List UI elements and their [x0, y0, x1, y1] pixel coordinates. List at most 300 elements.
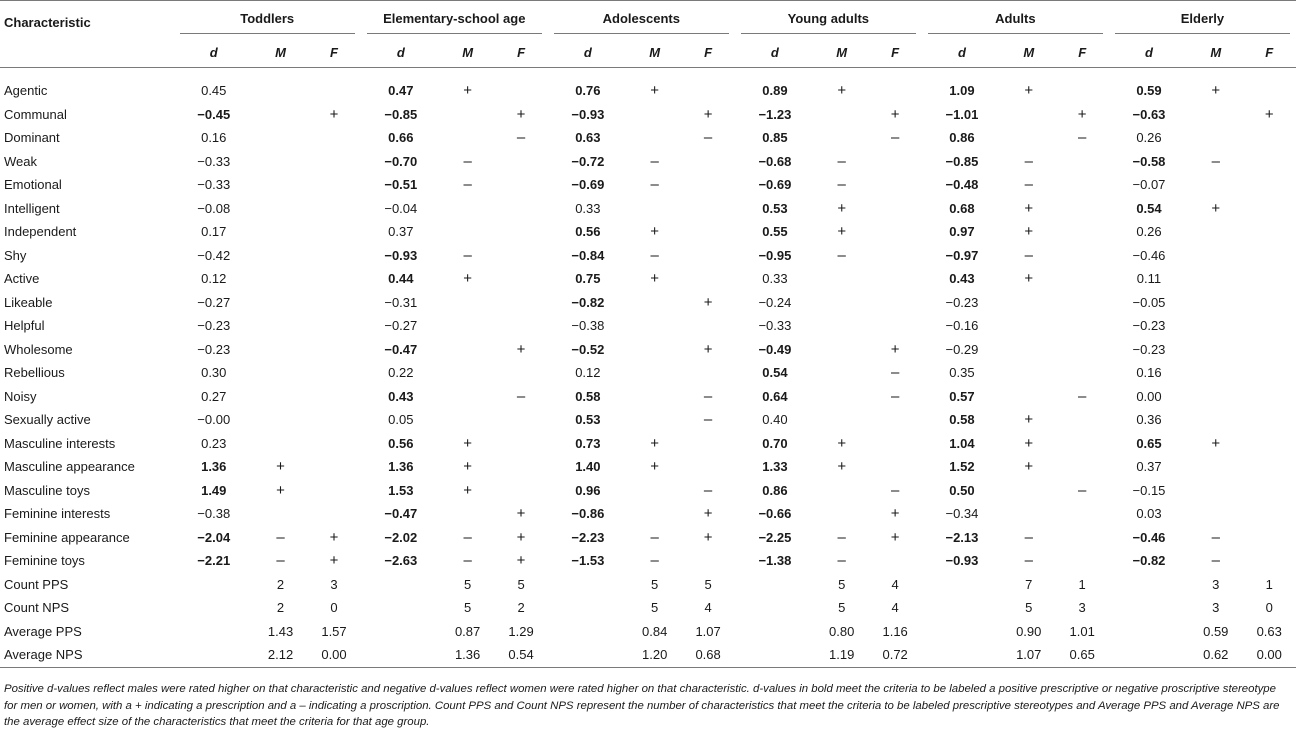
m-sign-cell [815, 502, 868, 526]
d-value-cell: 1.52 [949, 459, 975, 475]
f-sign-cell [868, 549, 921, 573]
d-value-cell: 0.56 [388, 435, 414, 451]
f-sign-cell [1055, 267, 1108, 291]
f-sign-cell: + [516, 552, 526, 570]
f-sign-cell [1242, 173, 1296, 197]
m-sign-cell [1002, 338, 1055, 362]
sub-header-row [0, 37, 1296, 68]
m-sign-cell: + [650, 82, 660, 100]
f-sign-cell: – [890, 364, 900, 382]
m-sign-cell: + [463, 434, 472, 452]
table-row [0, 408, 1296, 432]
m-sign-cell [1002, 385, 1055, 409]
f-count-cell: 5 [517, 576, 525, 592]
d-value-cell: −0.34 [945, 506, 979, 522]
d-value-cell [1109, 620, 1189, 644]
f-sign-cell [1242, 408, 1296, 432]
m-sign-cell [815, 291, 868, 315]
d-value-cell: −1.23 [758, 106, 792, 122]
row-label: Sexually active [4, 412, 91, 428]
m-sign-cell: + [1024, 82, 1034, 100]
m-sign-cell [815, 126, 868, 150]
d-value-cell [1109, 596, 1189, 620]
m-sign-cell [254, 314, 307, 338]
f-sign-cell [1242, 291, 1296, 315]
f-count-cell: 4 [891, 600, 899, 616]
d-value-cell: 0.45 [201, 83, 227, 99]
m-sign-cell [1189, 126, 1242, 150]
spacer-row [0, 68, 1296, 80]
sub-header-d-5: d [1109, 37, 1189, 68]
table-row [0, 220, 1296, 244]
f-count-cell: 1.29 [508, 623, 534, 639]
d-value-cell: −0.93 [945, 553, 979, 569]
d-value-cell: −0.00 [197, 412, 231, 428]
table-row [0, 338, 1296, 362]
f-sign-cell [307, 314, 360, 338]
f-sign-cell [307, 220, 360, 244]
f-count-cell: 5 [704, 576, 712, 592]
row-label: Count NPS [4, 600, 70, 616]
row-label: Masculine toys [4, 482, 90, 498]
d-value-cell: −0.42 [197, 247, 231, 263]
d-value-cell: −0.05 [1132, 294, 1166, 310]
d-value-cell: 0.22 [388, 365, 414, 381]
d-value-cell [361, 596, 441, 620]
m-sign-cell [628, 314, 681, 338]
f-count-cell: 1.16 [882, 623, 908, 639]
sub-header-f-2: F [681, 37, 734, 68]
f-sign-cell [307, 502, 360, 526]
sub-header-d-3: d [735, 37, 815, 68]
m-count-cell: 5 [651, 600, 659, 616]
row-label: Wholesome [4, 341, 73, 357]
f-sign-cell [1055, 432, 1108, 456]
d-value-cell: −0.08 [197, 200, 231, 216]
d-value-cell: 0.97 [949, 224, 975, 240]
d-value-cell: 0.53 [575, 412, 601, 428]
m-sign-cell: + [837, 223, 847, 241]
d-value-cell: 1.36 [388, 459, 414, 475]
m-sign-cell [1002, 126, 1055, 150]
f-sign-cell [1055, 173, 1108, 197]
f-sign-cell [1242, 197, 1296, 221]
f-sign-cell [681, 455, 734, 479]
f-sign-cell [1242, 455, 1296, 479]
d-value-cell [361, 573, 441, 597]
m-sign-cell: – [1024, 152, 1033, 170]
d-value-cell: 0.89 [762, 83, 788, 99]
d-value-cell: −0.47 [384, 341, 418, 357]
m-count-cell: 0.84 [642, 623, 668, 639]
f-sign-cell [1242, 220, 1296, 244]
f-sign-cell [681, 79, 734, 103]
d-value-cell [361, 620, 441, 644]
group-header-elementary: Elementary-school age [361, 1, 548, 38]
table-row [0, 291, 1296, 315]
f-sign-cell [1055, 338, 1108, 362]
m-sign-cell: + [276, 481, 285, 499]
m-count-cell: 1.43 [267, 623, 294, 639]
m-count-cell: 0.87 [454, 623, 481, 639]
group-header-adolescents: Adolescents [548, 1, 735, 38]
m-sign-cell [254, 197, 307, 221]
d-value-cell: −0.48 [945, 177, 979, 193]
d-value-cell: −0.27 [384, 318, 418, 334]
f-sign-cell [494, 79, 547, 103]
f-count-cell: 2 [517, 600, 525, 616]
f-sign-cell [307, 150, 360, 174]
m-count-cell: 0.62 [1189, 643, 1242, 667]
m-sign-cell: + [650, 223, 660, 241]
d-value-cell: 1.36 [201, 459, 227, 475]
row-label: Emotional [4, 177, 62, 193]
m-sign-cell [441, 502, 494, 526]
m-sign-cell [1002, 103, 1055, 127]
d-value-cell: 0.65 [1136, 435, 1162, 451]
m-sign-cell: – [650, 528, 659, 546]
f-sign-cell [868, 173, 921, 197]
m-count-cell: 1.07 [1002, 643, 1055, 667]
characteristic-header: Characteristic [0, 1, 174, 38]
sub-header-m-2: M [628, 37, 681, 68]
f-sign-cell [1242, 549, 1296, 573]
f-sign-cell: + [516, 528, 526, 546]
f-sign-cell [868, 197, 921, 221]
m-sign-cell [254, 220, 307, 244]
m-sign-cell: + [463, 481, 472, 499]
f-sign-cell: – [703, 387, 713, 405]
f-sign-cell: + [890, 105, 900, 123]
d-value-cell: 0.96 [575, 482, 601, 498]
d-value-cell [922, 620, 1002, 644]
f-sign-cell [494, 150, 547, 174]
sub-header-d-4: d [922, 37, 1002, 68]
table-row [0, 150, 1296, 174]
m-sign-cell [441, 361, 494, 385]
m-sign-cell [1189, 220, 1242, 244]
d-value-cell: 0.57 [949, 388, 975, 404]
row-label: Masculine interests [4, 435, 116, 451]
d-value-cell: 0.63 [575, 130, 601, 146]
d-value-cell: 0.86 [949, 130, 975, 146]
d-value-cell: −2.21 [197, 553, 231, 569]
f-sign-cell [494, 432, 547, 456]
row-label: Agentic [4, 83, 48, 99]
f-sign-cell [681, 173, 734, 197]
m-sign-cell [1189, 455, 1242, 479]
f-sign-cell [1242, 79, 1296, 103]
f-sign-cell [307, 385, 360, 409]
table-row [0, 385, 1296, 409]
f-sign-cell [1242, 126, 1296, 150]
m-sign-cell: – [650, 152, 659, 170]
d-value-cell: −0.07 [1132, 177, 1166, 193]
d-value-cell: 0.55 [762, 224, 788, 240]
d-value-cell: 0.66 [388, 130, 414, 146]
sub-header-m-3: M [815, 37, 868, 68]
m-sign-cell: + [1211, 434, 1221, 452]
d-value-cell: −0.95 [758, 247, 792, 263]
f-sign-cell [1242, 432, 1296, 456]
d-value-cell: 0.16 [201, 130, 227, 146]
d-value-cell: 0.85 [762, 130, 788, 146]
table-footnote: Positive d-values reflect males were rated higher on that characteristic and negative d-values reflect women were rated higher on that characteristic. d-values in bold meet the criteria to be labeled a positive prescriptive or negative proscriptive stereotype for men or women, with a + indicating a prescription and a – indicating a proscription. Count PPS and Count NPS represent the number of characteristics that meet the criteria to be labeled prescriptive stereotypes and Average PPS and Average NPS are the average effect size of the characteristics that meet the criteria for that age group. [4, 683, 1280, 728]
f-sign-cell [1242, 244, 1296, 268]
row-label: Masculine appearance [4, 459, 135, 475]
m-sign-cell [441, 126, 494, 150]
m-sign-cell [1002, 479, 1055, 503]
row-label: Count PPS [4, 576, 69, 592]
d-value-cell: 1.49 [201, 482, 227, 498]
m-sign-cell [1002, 502, 1055, 526]
f-sign-cell: + [890, 340, 900, 358]
m-sign-cell: – [463, 552, 472, 570]
f-sign-cell [1242, 314, 1296, 338]
f-sign-cell [307, 408, 360, 432]
m-sign-cell: – [837, 552, 846, 570]
m-count-cell: 3 [1212, 576, 1220, 592]
m-sign-cell: – [276, 528, 285, 546]
m-sign-cell: + [1024, 411, 1034, 429]
f-sign-cell [494, 314, 547, 338]
group-header-elderly: Elderly [1109, 1, 1296, 38]
d-value-cell: −0.38 [197, 506, 231, 522]
f-sign-cell [494, 244, 547, 268]
f-count-cell: 0.72 [868, 643, 921, 667]
m-sign-cell [1002, 314, 1055, 338]
d-value-cell: 0.40 [762, 412, 788, 428]
m-count-cell: 1.20 [628, 643, 681, 667]
d-value-cell: 0.68 [949, 200, 975, 216]
m-sign-cell: – [463, 152, 472, 170]
d-value-cell [174, 573, 254, 597]
f-sign-cell [1242, 267, 1296, 291]
d-value-cell: 0.11 [1136, 271, 1162, 287]
d-value-cell: −0.93 [384, 247, 418, 263]
group-header-young-adults: Young adults [735, 1, 922, 38]
f-sign-cell [1055, 549, 1108, 573]
d-value-cell: 0.35 [949, 365, 975, 381]
row-label: Feminine appearance [4, 529, 130, 545]
d-value-cell: −0.86 [571, 506, 605, 522]
d-value-cell: 1.33 [762, 459, 788, 475]
f-count-cell: 0.00 [307, 643, 360, 667]
f-sign-cell [681, 150, 734, 174]
d-value-cell: 0.12 [575, 365, 601, 381]
table-row [0, 267, 1296, 291]
d-value-cell: 0.26 [1136, 224, 1162, 240]
m-count-cell: 2.12 [254, 643, 307, 667]
d-value-cell: −0.51 [384, 177, 418, 193]
d-value-cell: −2.02 [384, 529, 418, 545]
f-sign-cell: – [1078, 387, 1087, 405]
d-value-cell [174, 596, 254, 620]
m-sign-cell [1189, 338, 1242, 362]
f-count-cell: 0.68 [681, 643, 734, 667]
f-count-cell: 1 [1265, 576, 1273, 592]
m-sign-cell [254, 150, 307, 174]
m-sign-cell: – [1024, 552, 1033, 570]
f-sign-cell [494, 455, 547, 479]
d-value-cell: −1.53 [571, 553, 605, 569]
m-count-cell: 5 [838, 576, 846, 592]
f-sign-cell [1055, 455, 1108, 479]
d-value-cell: 0.50 [949, 482, 975, 498]
d-value-cell: 1.40 [575, 459, 601, 475]
d-value-cell: −0.29 [945, 341, 979, 357]
f-sign-cell [1055, 502, 1108, 526]
group-header-row [0, 1, 1296, 38]
f-sign-cell [868, 314, 921, 338]
d-value-cell: 1.09 [949, 83, 975, 99]
m-sign-cell [1189, 479, 1242, 503]
f-sign-cell [1055, 314, 1108, 338]
m-count-cell: 5 [838, 600, 846, 616]
m-sign-cell [1189, 314, 1242, 338]
d-value-cell: 1.53 [388, 482, 414, 498]
d-value-cell: −0.33 [197, 153, 231, 169]
m-sign-cell [628, 197, 681, 221]
table-row [0, 573, 1296, 597]
m-sign-cell: + [463, 82, 472, 100]
m-sign-cell: + [837, 434, 847, 452]
d-value-cell: −0.45 [197, 106, 231, 122]
table-body [0, 68, 1296, 668]
f-sign-cell [868, 220, 921, 244]
m-sign-cell [254, 502, 307, 526]
m-sign-cell [254, 173, 307, 197]
row-label: Average PPS [4, 623, 82, 639]
m-count-cell: 5 [463, 576, 472, 592]
m-sign-cell [815, 267, 868, 291]
row-label: Feminine interests [4, 506, 111, 522]
f-sign-cell [307, 267, 360, 291]
m-count-cell: 2 [276, 576, 285, 592]
d-value-cell: −0.23 [197, 318, 231, 334]
m-count-cell: 3 [1212, 600, 1220, 616]
m-count-cell: 1.19 [815, 643, 868, 667]
d-value-cell: −2.23 [571, 529, 605, 545]
m-sign-cell [815, 479, 868, 503]
d-value-cell: −1.38 [758, 553, 792, 569]
d-value-cell: −0.33 [197, 177, 231, 193]
m-count-cell: 5 [1025, 600, 1033, 616]
f-sign-cell [307, 244, 360, 268]
f-count-cell: 0.65 [1055, 643, 1108, 667]
f-sign-cell: – [703, 481, 713, 499]
f-sign-cell: – [890, 481, 900, 499]
d-value-cell: 0.70 [762, 435, 788, 451]
f-sign-cell [307, 432, 360, 456]
f-sign-cell [494, 408, 547, 432]
f-sign-cell [868, 79, 921, 103]
table-row [0, 244, 1296, 268]
d-value-cell [922, 596, 1002, 620]
d-value-cell: 0.58 [575, 388, 601, 404]
f-sign-cell [681, 432, 734, 456]
f-sign-cell [681, 361, 734, 385]
sub-header-f-3: F [868, 37, 921, 68]
m-sign-cell [1189, 408, 1242, 432]
f-sign-cell [494, 361, 547, 385]
f-sign-cell [868, 408, 921, 432]
m-sign-cell: + [463, 270, 472, 288]
f-sign-cell: + [703, 505, 713, 523]
group-header-toddlers: Toddlers [174, 1, 361, 38]
d-value-cell: 0.56 [575, 224, 601, 240]
d-value-cell: 0.27 [201, 388, 227, 404]
d-value-cell: −1.01 [945, 106, 979, 122]
d-value-cell: −0.97 [945, 247, 979, 263]
d-value-cell: 0.12 [201, 271, 227, 287]
d-value-cell: −2.63 [384, 553, 418, 569]
d-value-cell: 0.00 [1136, 388, 1162, 404]
m-sign-cell: – [463, 246, 472, 264]
f-sign-cell: + [1264, 105, 1274, 123]
m-count-cell: 0.90 [1016, 623, 1042, 639]
d-value-cell: −0.66 [758, 506, 792, 522]
f-count-cell: 0.00 [1242, 643, 1296, 667]
m-sign-cell [441, 220, 494, 244]
d-value-cell: −0.04 [384, 200, 418, 216]
table-row [0, 596, 1296, 620]
d-value-cell: −0.27 [197, 294, 231, 310]
d-value-cell: −0.49 [758, 341, 792, 357]
f-sign-cell [1242, 385, 1296, 409]
row-label: Rebellious [4, 365, 65, 381]
m-sign-cell [628, 479, 681, 503]
d-value-cell: −0.84 [571, 247, 605, 263]
f-sign-cell [1055, 150, 1108, 174]
d-value-cell: 0.44 [388, 271, 414, 287]
m-sign-cell: + [1024, 270, 1034, 288]
row-label: Independent [4, 224, 77, 240]
d-value-cell [922, 573, 1002, 597]
d-value-cell: −0.70 [384, 153, 418, 169]
f-sign-cell: + [703, 293, 713, 311]
d-value-cell: 0.16 [1136, 365, 1162, 381]
m-sign-cell [815, 338, 868, 362]
f-count-cell: 3 [1078, 600, 1086, 616]
f-count-cell: 0.63 [1256, 623, 1282, 639]
f-sign-cell [307, 338, 360, 362]
table-row [0, 361, 1296, 385]
m-sign-cell: – [837, 246, 846, 264]
m-sign-cell: – [463, 176, 472, 194]
d-value-cell: −0.93 [571, 106, 605, 122]
f-sign-cell: – [516, 387, 526, 405]
d-value-cell: 0.58 [949, 412, 975, 428]
d-value-cell: −0.58 [1132, 153, 1166, 169]
d-value-cell: 0.23 [201, 435, 227, 451]
m-sign-cell: + [1024, 223, 1034, 241]
f-sign-cell: – [703, 411, 713, 429]
d-value-cell: −0.23 [945, 294, 979, 310]
f-sign-cell: + [516, 505, 526, 523]
table-row [0, 432, 1296, 456]
f-sign-cell [1055, 408, 1108, 432]
f-sign-cell [494, 173, 547, 197]
row-label: Noisy [4, 388, 37, 404]
row-label: Active [4, 271, 40, 287]
d-value-cell: −0.23 [1132, 341, 1166, 357]
m-sign-cell: – [1024, 246, 1033, 264]
m-sign-cell: – [1024, 528, 1033, 546]
d-value-cell: −0.15 [1132, 482, 1166, 498]
d-value-cell: 0.86 [762, 482, 788, 498]
f-sign-cell [868, 291, 921, 315]
